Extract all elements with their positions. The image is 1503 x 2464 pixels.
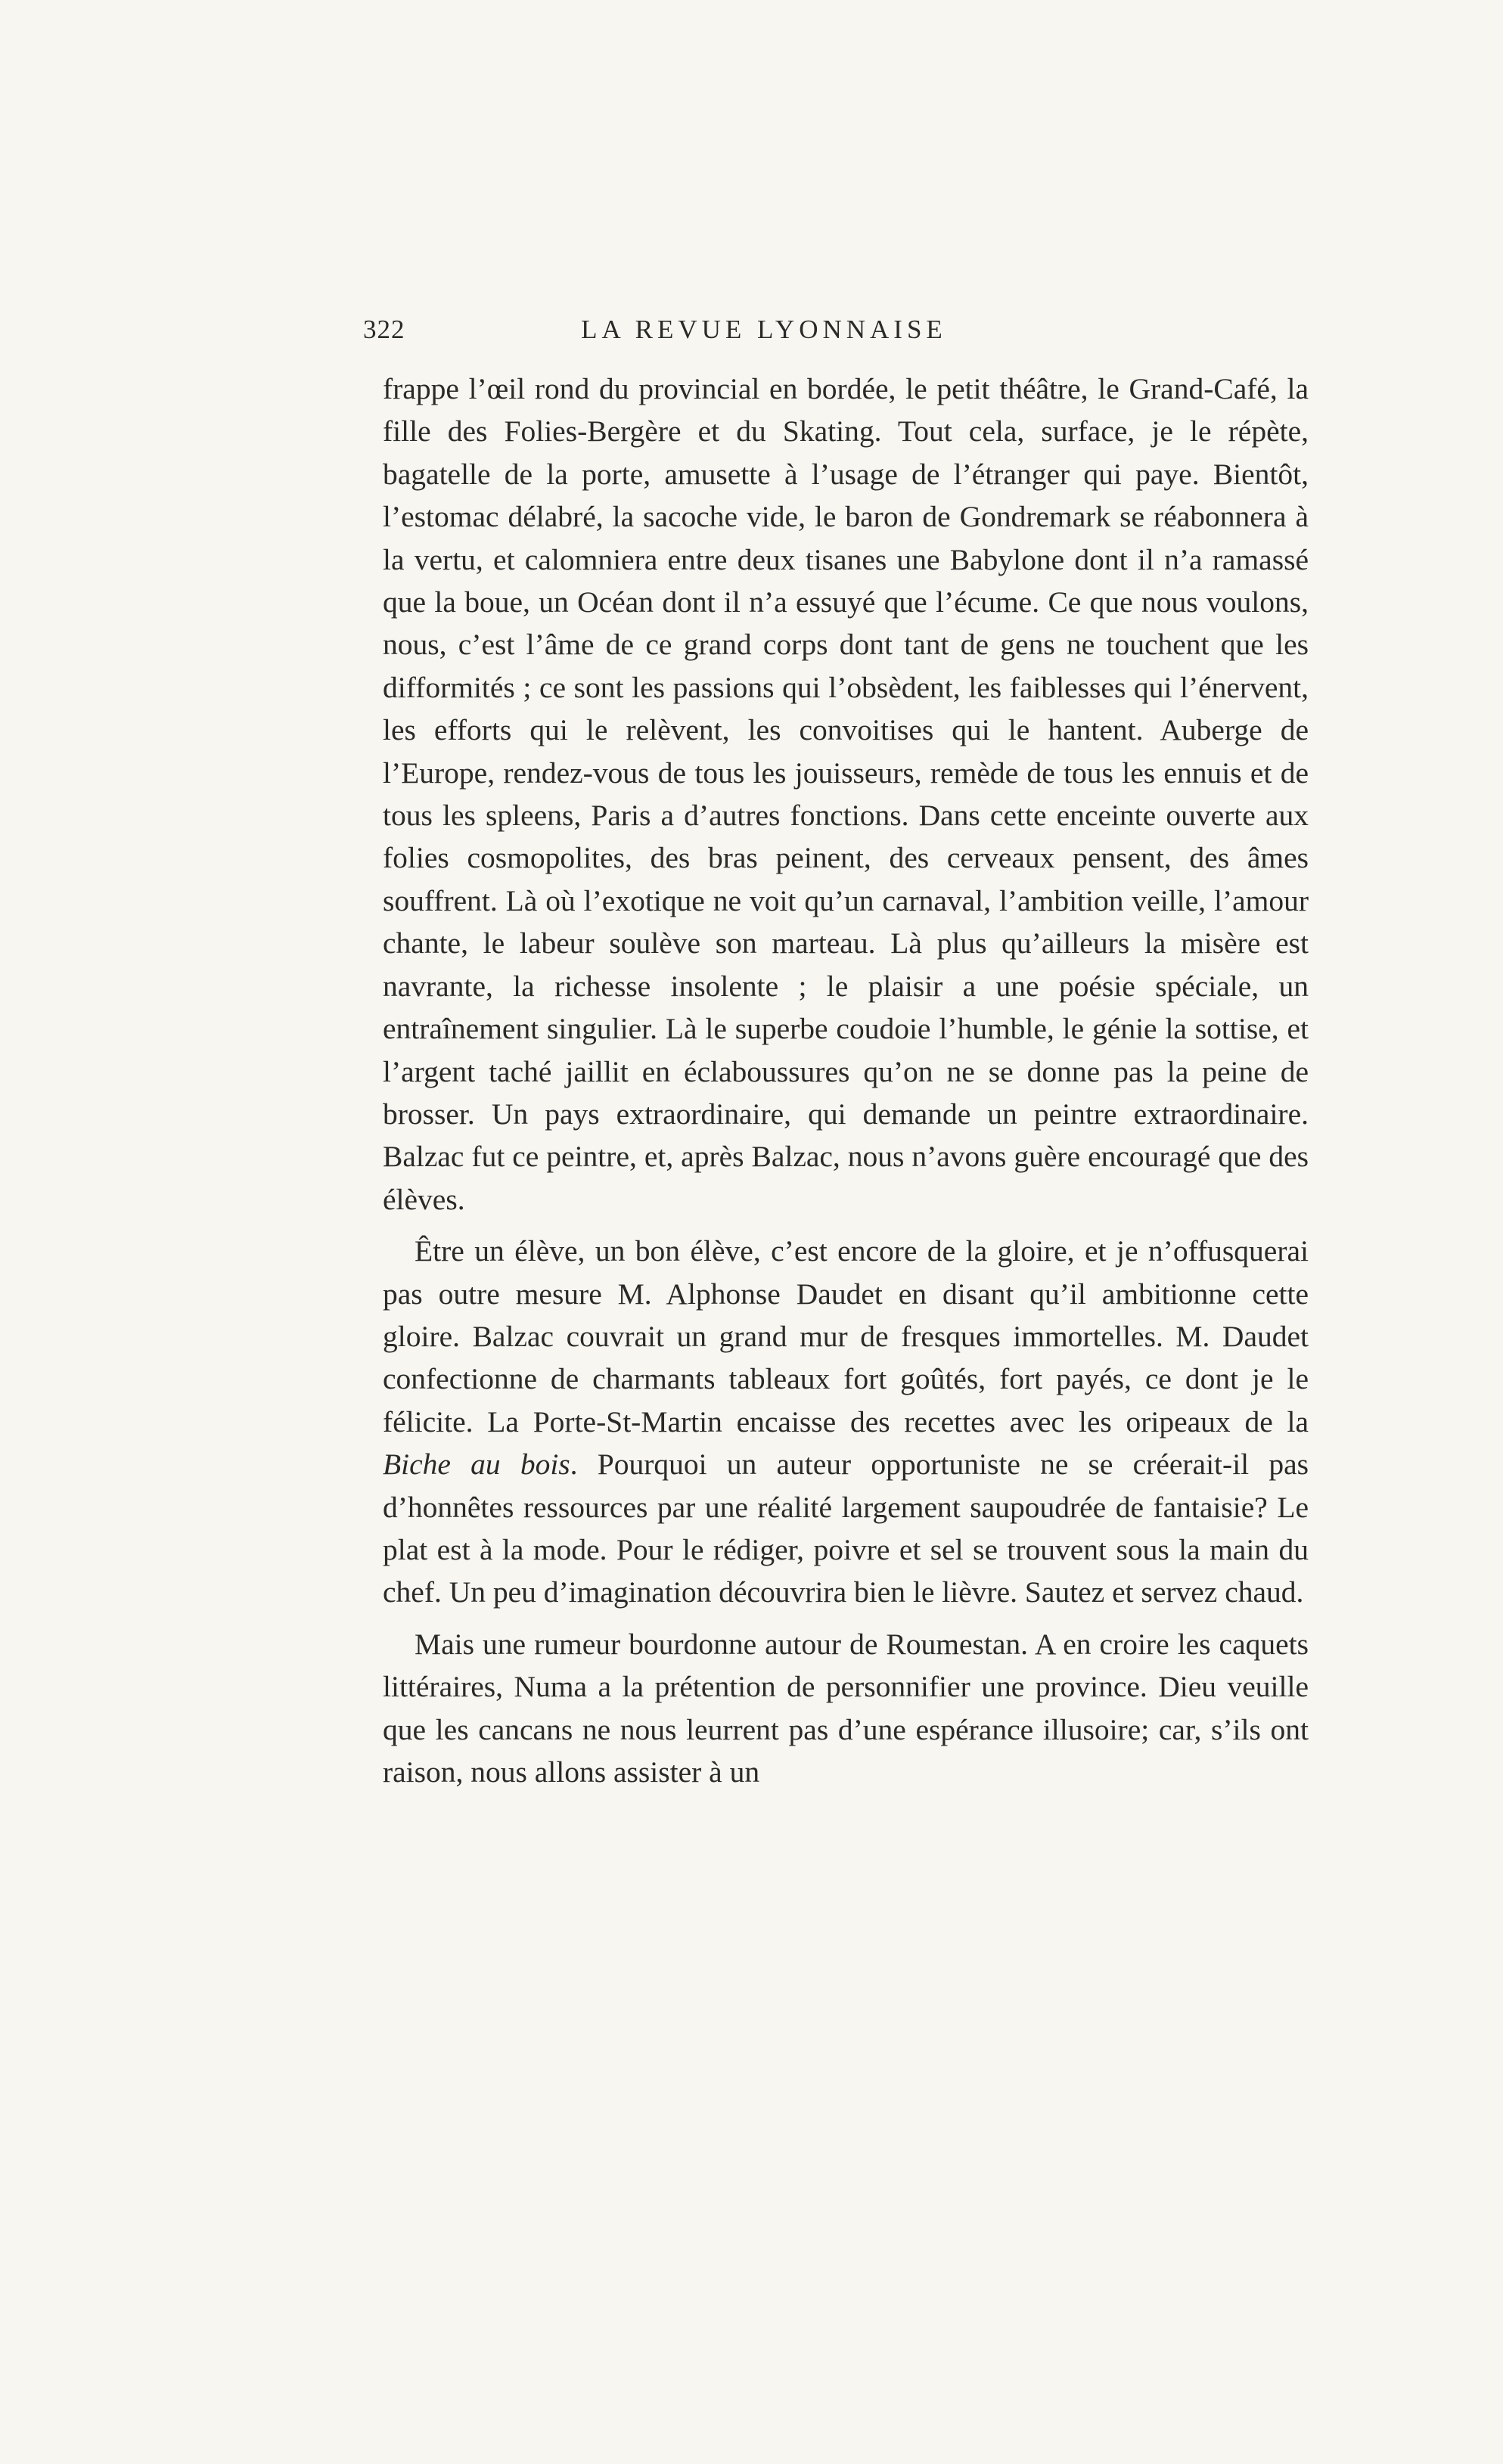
running-head — [363, 315, 1165, 355]
paragraph-1: frappe l’œil rond du provincial en bordée, le petit théâtre, le Grand-Café, la fille des Folies-Bergère et du Skating. Tout cela, surface, je le répète, bagatelle de la porte, amusette à l’usage de l’étranger qui paye. Bientôt, l’estomac délabré, la sacoche vide, le baron de Gondremark se réabonnera à la vertu, et calomniera entre deux tisanes une Babylone dont il n’a ramassé que la boue, un Océan dont il n’a essuyé que l’écume. Ce que nous voulons, nous, c’est l’âme de ce grand corps dont tant de gens ne touchent que les difformités ; ce sont les passions qui l’obsèdent, les faiblesses qui l’énervent, les efforts qui le relèvent, les convoitises qui le hantent. Auberge de l’Europe, rendez-vous de tous les jouisseurs, remède de tous les ennuis et de tous les spleens, Paris a d’autres fonctions. Dans cette enceinte ouverte aux folies cosmopolites, des bras peinent, des cerveaux pensent, des âmes souffrent. Là où l’exotique ne voit qu’un carnaval, l’ambition veille, l’amour chante, le labeur soulève son marteau. Là plus qu’ailleurs la misère est navrante, la richesse insolente ; le plaisir a une poésie spéciale, un entraînement singulier. Là le superbe coudoie l’humble, le génie la sottise, et l’argent taché jaillit en éclaboussures qu’on ne se donne pas la peine de brosser. Un pays extraordinaire, qui demande un peintre extraordinaire. Balzac fut ce peintre, et, après Balzac, nous n’avons guère encouragé que des élèves. — [383, 372, 1309, 1216]
body-text — [383, 368, 1309, 1793]
paragraph-2-text-before: Être un élève, un bon élève, c’est encore de la gloire, et je n’offusquerai pas outre mesure M. Alphonse Daudet en disant qu’il ambitionne cette gloire. Balzac couvrait un grand mur de fresques immortelles. M. Daudet confectionne de charmants tableaux fort goûtés, fort payés, ce dont je le félicite. La Porte-St-Martin encaisse des recettes avec les oripeaux de la — [383, 1234, 1309, 1438]
paragraph-3: Mais une rumeur bourdonne autour de Roumestan. A en croire les caquets littéraires, Numa a la prétention de personnifier une province. Dieu veuille que les cancans ne nous leurrent pas d’une espérance illusoire; car, s’ils ont raison, nous allons assister à un — [383, 1627, 1309, 1789]
page-number: 322 — [363, 315, 405, 344]
journal-title: LA REVUE LYONNAISE — [581, 315, 947, 344]
paragraph-2-text-after: . Pourquoi un auteur opportuniste ne se créerait-il pas d’honnêtes ressources par une réalité largement saupoudrée de fantaisie? Le plat est à la mode. Pour le rédiger, poivre et sel se trouvent sous la main du chef. Un peu d’imagination découvrira bien le lièvre. Sautez et servez chaud. — [383, 1448, 1309, 1609]
work-title-biche-au-bois: Biche au bois — [383, 1448, 570, 1482]
paragraph-2 — [383, 1230, 1309, 1614]
